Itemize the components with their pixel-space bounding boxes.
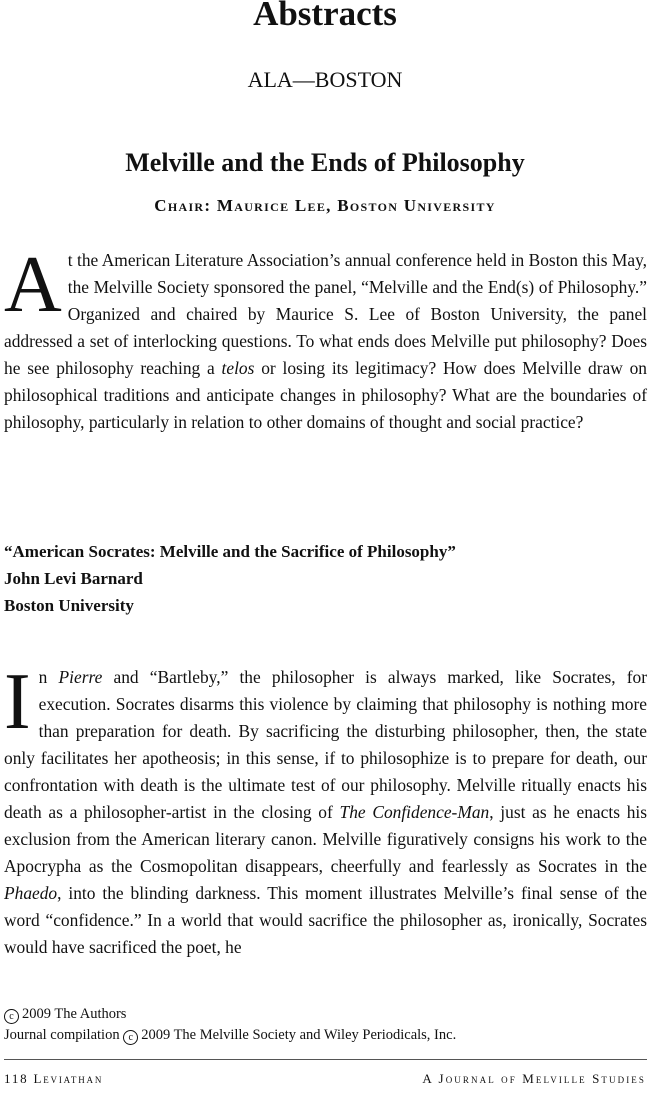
paper-affiliation: Boston University [4, 596, 134, 615]
journal-name: Leviathan [33, 1071, 104, 1086]
paper-info [4, 538, 456, 619]
abstract-text: n [38, 667, 59, 687]
abstract-italic: The Confidence-Man [339, 802, 490, 822]
abstract-text: and “Bartleby,” the philosopher is always marked, like Socrates, for execution. Socrates disarms this violence by claiming that philosophy is nothing more than preparation for death. By sacrificing the disturbing philosopher, then, the state only facilitates her apotheosis; in this sense, if to philosophize is to prepare for death, our confrontation with death is the ultimate test of our philosophy. Melville ritually enacts his death as a philosopher-artist in the closing of [4, 667, 648, 822]
drop-cap: I [4, 658, 31, 746]
footer-left [4, 1071, 103, 1087]
page-heading: Abstracts [253, 0, 397, 33]
paper-author: John Levi Barnard [4, 569, 143, 588]
panel-title: Melville and the Ends of Philosophy [125, 148, 525, 177]
intro-paragraph [4, 241, 647, 436]
copyright-line-2: Journal compilation c 2009 The Melville Society and Wiley Periodicals, Inc. [4, 1027, 457, 1043]
footer-divider [4, 1059, 647, 1060]
abstract-text: , into the blinding darkness. This moment illustrates Melville’s final sense of the word “confidence.” In a world that would sacrifice the philosopher as, ironically, Socrates would have sacrificed the poet, he [4, 883, 647, 957]
intro-italic: telos [221, 358, 255, 378]
paper-title: “American Socrates: Melville and the Sacrifice of Philosophy” [4, 542, 456, 561]
intro-text-2: or losing its legitimacy? How does Melville draw on philosophical traditions and anticipate changes in philosophy? What are the boundaries of philosophy, particularly in relation to other domains of thought and social practice? [4, 358, 647, 432]
drop-cap: A [4, 241, 62, 329]
copyright-icon: c [4, 1009, 19, 1024]
abstract-text: , just as he enacts his exclusion from the American literary canon. Melville figuratively consigns his work to the Apocrypha as the Cosmopolitan disappears, cheerfully and fearlessly as Socrates in the [4, 802, 647, 876]
page-number: 118 [4, 1071, 29, 1086]
panel-chair: Chair: Maurice Lee, Boston University [154, 196, 496, 215]
intro-text: t the American Literature Association’s annual conference held in Boston this May, the Melville Society sponsored the panel, “Melville and the End(s) of Philosophy.” Organized and chaired by Maurice S. Lee of Boston University, the panel addressed a set of interlocking questions. To what ends does Melville put philosophy? Does he see philosophy reaching a [4, 250, 647, 378]
abstract-paragraph [4, 658, 648, 961]
abstract-italic: Pierre [58, 667, 103, 687]
copyright-notice [4, 1004, 456, 1046]
abstract-italic: Phaedo [4, 883, 58, 903]
copyright-line-1: c 2009 The Authors [4, 1004, 456, 1025]
copyright-icon: c [123, 1030, 138, 1045]
journal-subtitle: A Journal of Melville Studies [422, 1071, 646, 1086]
section-title: ALA—BOSTON [247, 67, 403, 92]
